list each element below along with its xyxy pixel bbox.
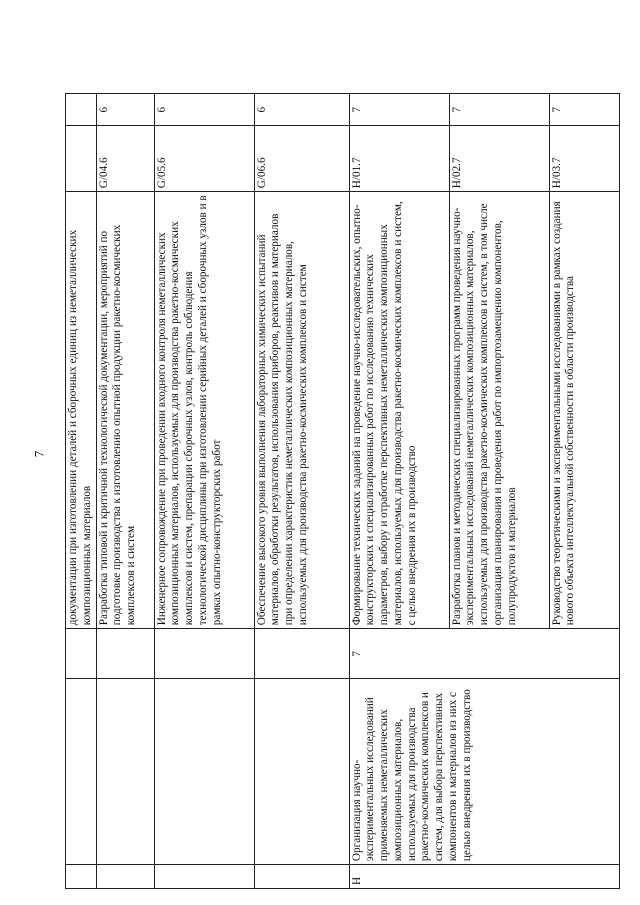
functions-table: [65, 93, 620, 889]
generalized-name-cell: [66, 679, 97, 865]
generalized-name-cell: [96, 679, 154, 865]
function-code: G/06.6: [254, 126, 349, 192]
generalized-code-cell: H: [349, 865, 619, 889]
generalized-level-cell: [154, 629, 254, 679]
table-row: [254, 94, 349, 889]
function-code: G/05.6: [154, 126, 254, 192]
generalized-name-cell: Организация научно-экспериментальных исследований применяемых неметаллических композиционных материалов, используемых для производства ракетно-космических комплексов и систем, для выбора перспективных компонентов и материалов из них с целью внедрения их в производство: [349, 679, 619, 865]
function-name: Формирование технических заданий на проведение научно-исследовательских, опытно-конструкторских и специализированных работ по исследованию технических параметров, выбору и отработке перспективных неметаллических композиционных материалов, используемых для производства ракетно-космических комплексов и систем, с целью внедрения их в производство: [349, 192, 449, 629]
function-name: Обеспечение высокого уровня выполнения лабораторных химических испытаний материалов, обработки результатов, использования приборов, реактивов и материалов при определении характеристик неметаллических композиционных материалов, используемых для производства ракетно-космических комплексов и систем: [254, 192, 349, 629]
generalized-name-cell: [254, 679, 349, 865]
generalized-code-cell: [66, 865, 97, 889]
generalized-level-cell: 7: [349, 629, 619, 679]
generalized-level-cell: [66, 629, 97, 679]
function-code: H/03.7: [549, 126, 619, 192]
function-code: G/04.6: [96, 126, 154, 192]
function-name: Руководство теоретическими и экспериментальными исследованиями в рамках создания нового объекта интеллектуальной собственности в области производства: [549, 192, 619, 629]
table-row: [349, 94, 449, 889]
function-level: 7: [449, 94, 549, 126]
function-name: документации при изготовлении деталей и сборочных единиц из неметаллических композиционных материалов: [66, 192, 97, 629]
page-number: 7: [31, 450, 47, 458]
rotated-table-sheet: [65, 93, 610, 889]
function-name: Разработка типовой и критичной технологической документации, мероприятий по подготовке производства к изготовлению опытной продукции ракетно-космических комплексов и систем: [96, 192, 154, 629]
table-row: [154, 94, 254, 889]
function-level: 7: [349, 94, 449, 126]
generalized-code-cell: [154, 865, 254, 889]
function-level: [66, 94, 97, 126]
function-name: Разработка планов и методических специализированных программ проведения научно-экспериментальных исследований неметаллических композиционных материалов, используемых для производства ракетно-космических комплексов и систем, в том числе организация планирования и проведения работ по импортозамещению компонентов, полупродуктов и материалов: [449, 192, 549, 629]
generalized-code-cell: [254, 865, 349, 889]
function-level: 6: [96, 94, 154, 126]
function-level: 6: [254, 94, 349, 126]
generalized-level-cell: [96, 629, 154, 679]
generalized-code-cell: [96, 865, 154, 889]
table-row: [96, 94, 154, 889]
function-code: H/01.7: [349, 126, 449, 192]
function-code: [66, 126, 97, 192]
function-level: 7: [549, 94, 619, 126]
table-row: [66, 94, 97, 889]
generalized-name-cell: [154, 679, 254, 865]
function-name: Инженерное сопровождение при проведении входного контроля неметаллических композиционных материалов, используемых для производства ракетно-космических комплексов и систем, препарации сборочных узлов, контроль соблюдения технологической дисциплины при изготовлении серийных деталей и сборочных узлов и в рамках опытно-конструкторских работ: [154, 192, 254, 629]
generalized-level-cell: [254, 629, 349, 679]
function-code: H/02.7: [449, 126, 549, 192]
function-level: 6: [154, 94, 254, 126]
